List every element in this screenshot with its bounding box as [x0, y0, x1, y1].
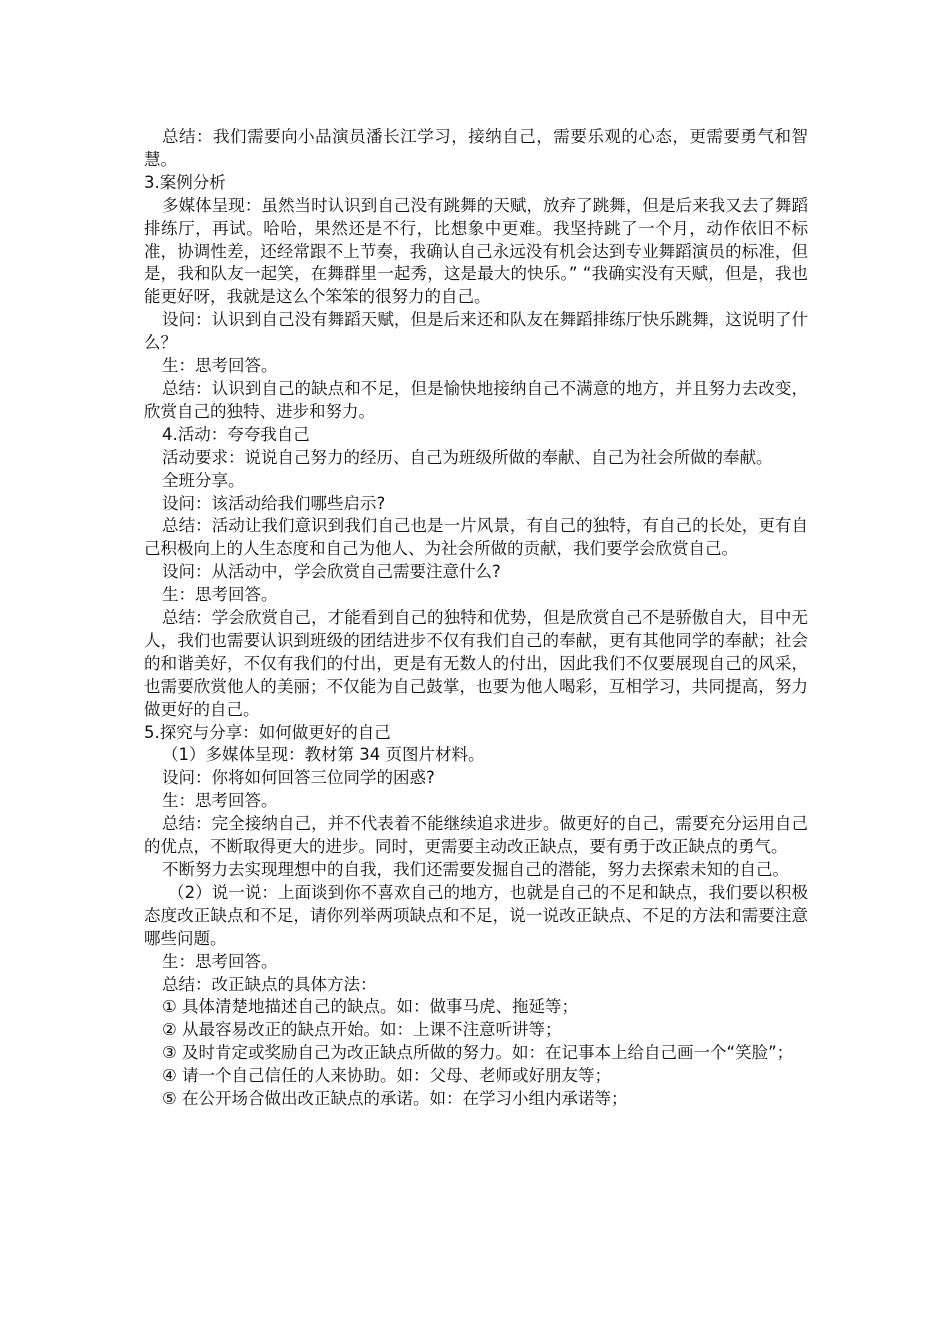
section-heading: 5.探究与分享：如何做更好的自己 — [144, 722, 391, 742]
section-heading: 3.案例分析 — [144, 172, 226, 192]
paragraph: 设问：从活动中，学会欣赏自己需要注意什么? — [162, 562, 501, 582]
document-body — [144, 126, 808, 1111]
paragraph: 生：思考回答。 — [162, 356, 278, 376]
paragraph: 不断努力去实现理想中的自我，我们还需要发掘自己的潜能，努力去探索未知的自己。 — [162, 860, 789, 879]
list-item: ④ 请一个自己信任的人来协助。如：父母、老师或好朋友等； — [162, 1066, 612, 1086]
paragraph: 设问：认识到自己没有舞蹈天赋，但是后来还和队友在舞蹈排练厅快乐跳舞，这说明了什么？ — [144, 310, 808, 353]
paragraph: （1）多媒体呈现：教材第 34 页图片材料。 — [162, 745, 485, 765]
paragraph: 生：思考回答。 — [162, 585, 278, 605]
paragraph: 生：思考回答。 — [162, 791, 278, 811]
paragraph: 总结：我们需要向小品演员潘长江学习，接纳自己，需要乐观的心态，更需要勇气和智慧。 — [144, 127, 808, 169]
list-item: ③ 及时肯定或奖励自己为改正缺点所做的努力。如：在记事本上给自己画一个“笑脸”； — [162, 1043, 794, 1063]
paragraph: 活动要求：说说自己努力的经历、自己为班级所做的奉献、自己为社会所做的奉献。 — [162, 447, 773, 467]
paragraph: 多媒体呈现：虽然当时认识到自己没有跳舞的天赋，放弃了跳舞，但是后来我又去了舞蹈排练厅，再试。哈哈，果然还是不行，比想象中更难。我坚持跳了一个月，动作依旧不标准，协调性差，还经常跟不上节奏，我确认自己永远没有机会达到专业舞蹈演员的标准，但是，我和队友一起笑，在舞群里一起秀，这是最大的快乐。” “我确实没有天赋，但是，我也能更好呀，我就是这么个笨笨的很努力的自己。 — [144, 195, 808, 307]
list-item: ① 具体清楚地描述自己的缺点。如：做事马虎、拖延等； — [162, 997, 579, 1017]
paragraph: 设问：你将如何回答三位同学的困惑? — [162, 768, 435, 788]
paragraph: （2）说一说：上面谈到你不喜欢自己的地方，也就是自己的不足和缺点，我们要以积极态度改正缺点和不足，请你列举两项缺点和不足，说一说改正缺点、不足的方法和需要注意哪些问题。 — [144, 882, 808, 948]
paragraph: 总结：完全接纳自己，并不代表着不能继续追求进步。做更好的自己，需要充分运用自己的优点，不断取得更大的进步。同时，更需要主动改正缺点，要有勇于改正缺点的勇气。 — [144, 814, 808, 857]
section-heading: 4.活动：夸夸我自己 — [162, 424, 310, 444]
paragraph: 生：思考回答。 — [162, 951, 278, 971]
list-item: ⑤ 在公开场合做出改正缺点的承诺。如：在学习小组内承诺等； — [162, 1089, 628, 1109]
paragraph: 总结：改正缺点的具体方法： — [162, 974, 377, 994]
paragraph: 全班分享。 — [162, 470, 245, 490]
paragraph: 总结：活动让我们意识到我们自己也是一片风景，有自己的独特，有自己的长处，更有自己积极向上的人生态度和自己为他人、为社会所做的贡献，我们要学会欣赏自己。 — [144, 516, 808, 559]
paragraph: 总结：学会欣赏自己，才能看到自己的独特和优势，但是欣赏自己不是骄傲自大，目中无人，我们也需要认识到班级的团结进步不仅有我们自己的奉献，更有其他同学的奉献；社会的和谐美好，不仅有我们的付出，更是有无数人的付出，因此我们不仅要展现自己的风采，也需要欣赏他人的美丽；不仅能为自己鼓掌，也要为他人喝彩，互相学习，共同提高，努力做更好的自己。 — [144, 608, 808, 719]
paragraph: 设问：该活动给我们哪些启示? — [162, 493, 386, 513]
paragraph: 总结：认识到自己的缺点和不足，但是愉快地接纳自己不满意的地方，并且努力去改变，欣赏自己的独特、进步和努力。 — [144, 378, 808, 421]
list-item: ② 从最容易改正的缺点开始。如：上课不注意听讲等； — [162, 1020, 562, 1040]
